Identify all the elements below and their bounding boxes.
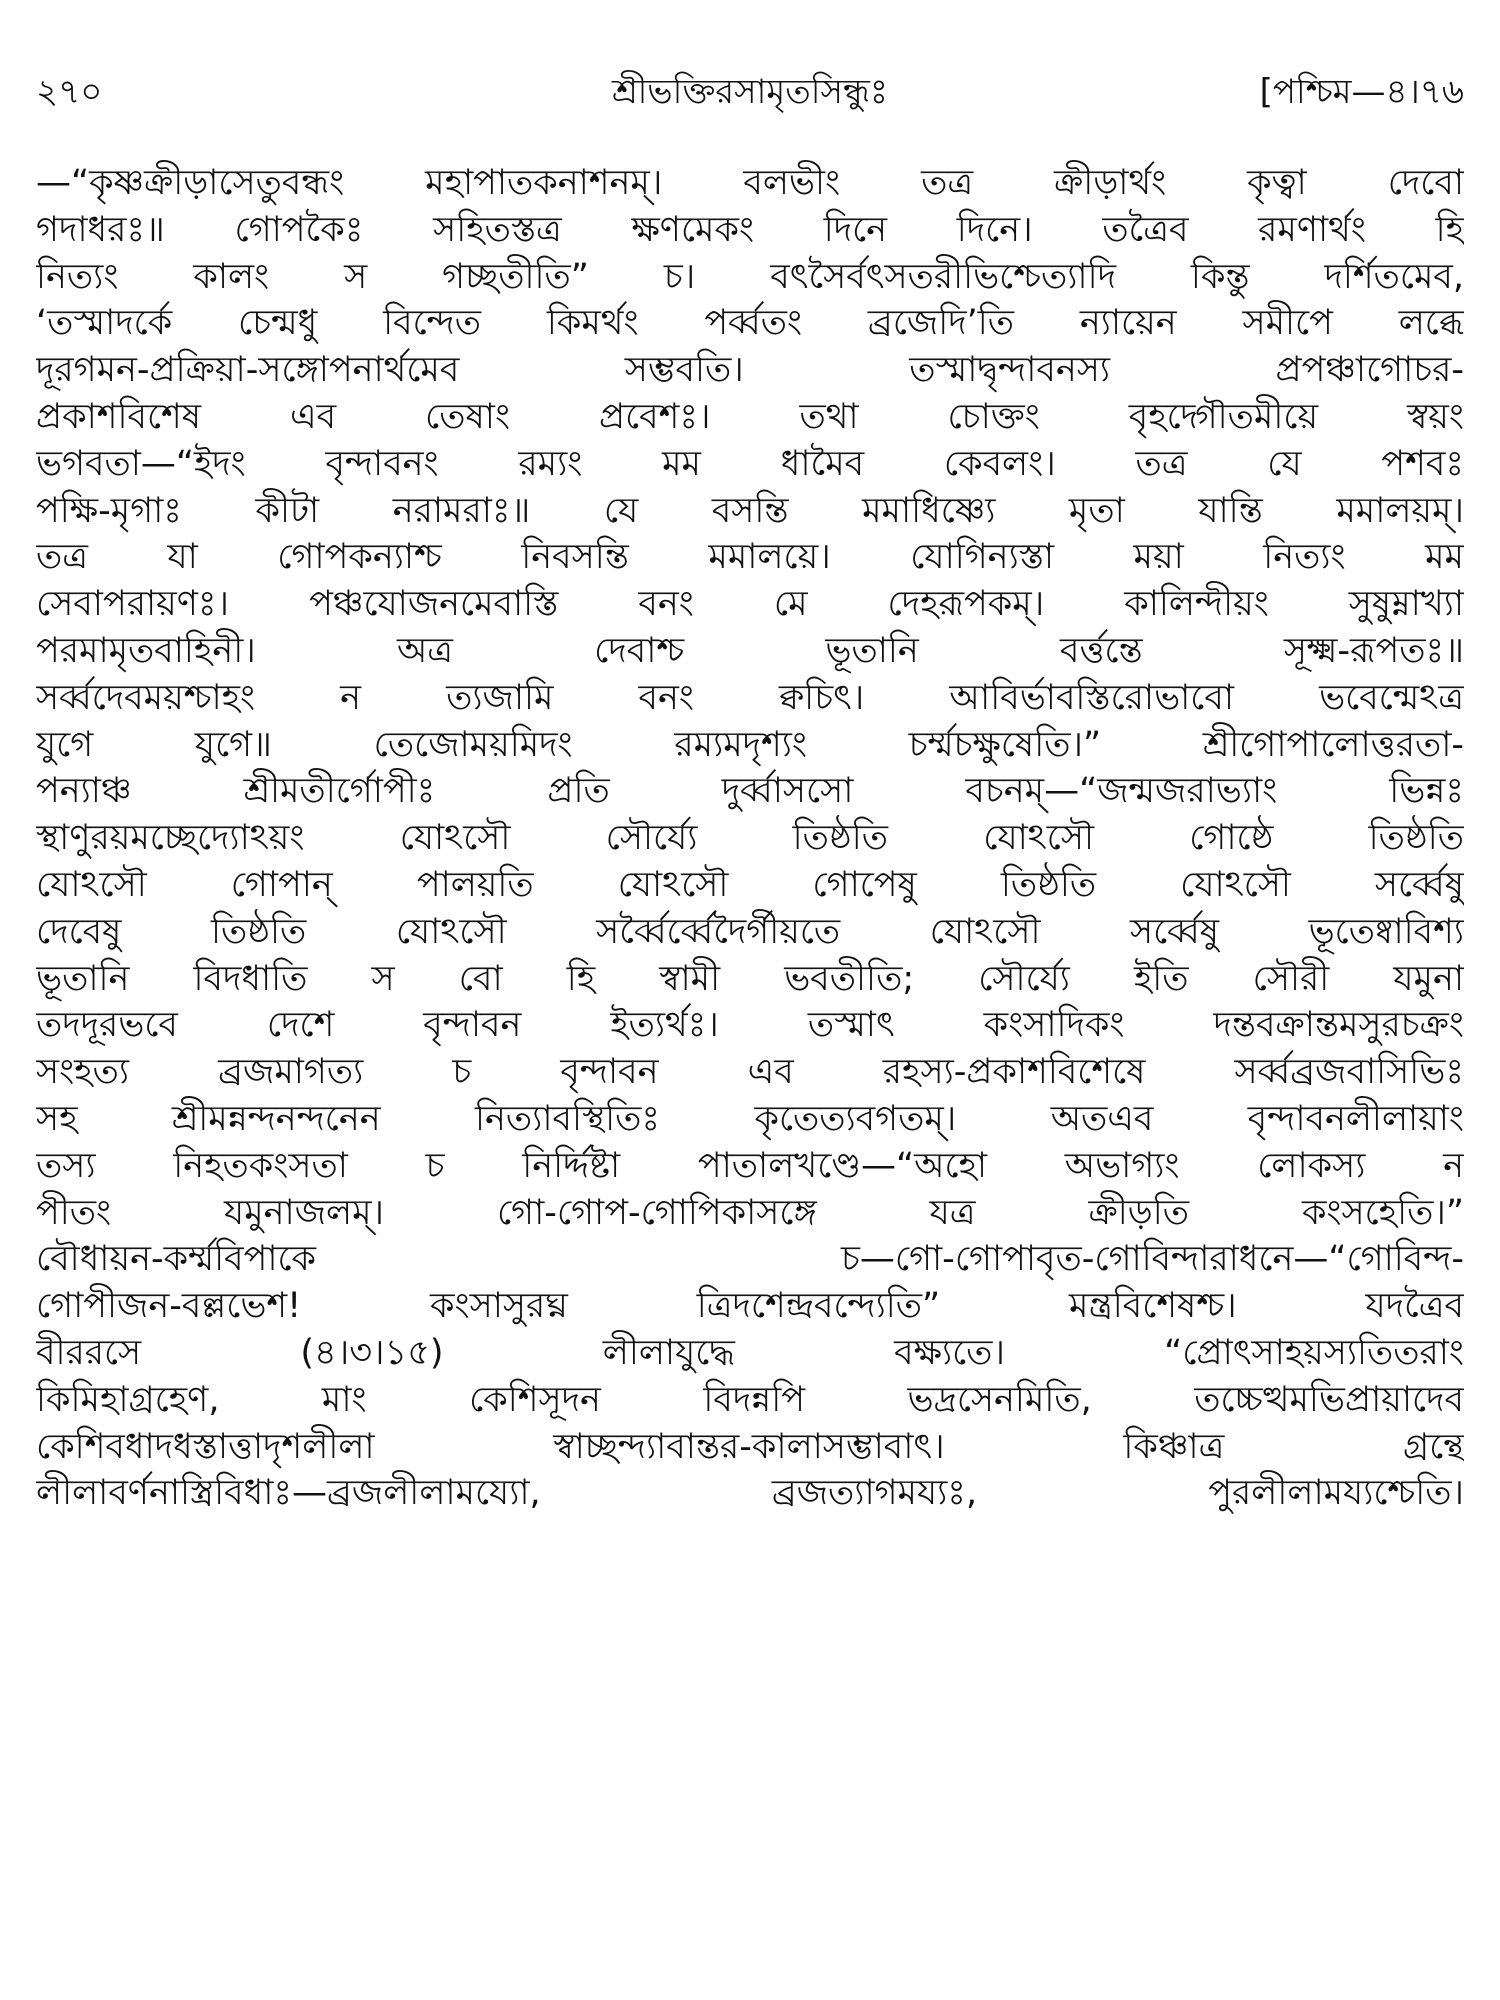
text-line: গোপীজন-বল্লভেশ! কংসাসুরঘ্ন ত্রিদশেন্দ্রবন্দ্যেতি” মন্ত্রবিশেষশ্চ। যদত্রৈব [36,1286,1464,1327]
text-line: বীররসে (৪।৩।১৫) লীলাযুদ্ধে বক্ষ্যতে। “প্রোৎসাহয়স্যতিতরাং [36,1332,1464,1373]
text-line: পক্ষি-মৃগাঃ কীটা নরামরাঃ॥ যে বসন্তি মমাধিষ্ণ্যে মৃতা যান্তি মমালয়ম্। [36,490,1464,531]
book-title: শ্রীভক্তিরসামৃতসিন্ধুঃ [611,72,889,112]
text-line: সর্ব্বদেবময়শ্চাহং ন ত্যজামি বনং ক্বচিৎ। আবির্ভাবস্তিরোভাবো ভবেন্মেঽত্র [36,677,1464,718]
text-line: বৌধায়ন-কর্ম্মবিপাকে চ—গো-গোপাবৃত-গোবিন্দারাধনে—“গোবিন্দ- [36,1239,1464,1280]
text-line: সংহত্য ব্রজমাগত্য চ বৃন্দাবন এব রহস্য-প্রকাশবিশেষে সর্ব্বব্রজবাসিভিঃ [36,1052,1464,1093]
section-reference: [পশ্চিম—৪।৭৬ [1259,72,1464,112]
text-line: তত্র যা গোপকন্যাশ্চ নিবসন্তি মমালয়ে। যোগিন্যস্তা ময়া নিত্যং মম [36,537,1464,578]
text-line: সহ শ্রীমন্নন্দনন্দনেন নিত্যাবস্থিতিঃ কৃতেত্যবগতম্। অতএব বৃন্দাবনলীলায়াং [36,1098,1464,1139]
text-line: কিমিহাগ্রহেণ, মাং কেশিসূদন বিদন্নপি ভদ্রসেনমিতি, তচ্চেত্থমভিপ্রায়াদেব [36,1379,1464,1420]
text-line: —“কৃষ্ণক্রীড়াসেতুবন্ধং মহাপাতকনাশনম্। বলভীং তত্র ক্রীড়ার্থং কৃত্বা দেবো [36,163,1464,203]
text-line: লীলাবর্ণনাস্ত্রিবিধাঃ—ব্রজলীলাময্যো, ব্রজত্যাগময্যঃ, পুরলীলাময্যশ্চেতি। [36,1473,1464,1514]
text-line: ‘তস্মাদর্কে চেন্মধু বিন্দেত কিমর্থং পর্ব্বতং ব্রজেদি’তি ন্যায়েন সমীপে লব্ধে [36,303,1464,344]
text-line: তস্য নিহতকংসতা চ নির্দ্দিষ্টা পাতালখণ্ডে—“অহো অভাগ্যং লোকস্য ন [36,1145,1464,1186]
text-line: পীতং যমুনাজলম্। গো-গোপ-গোপিকাসঙ্গে যত্র ক্রীড়তি কংসহেতি।” [36,1192,1464,1233]
text-line: গদাধরঃ॥ গোপকৈঃ সহিতস্তত্র ক্ষণমেকং দিনে দিনে। তত্রৈব রমণার্থং হি [36,209,1464,250]
text-line: স্থাণুরয়মচ্ছেদ্যোঽয়ং যোঽসৌ সৌর্য্যে তিষ্ঠতি যোঽসৌ গোষ্ঠে তিষ্ঠতি [36,818,1464,859]
text-line: ভূতানি বিদধাতি স বো হি স্বামী ভবতীতি; সৌর্য্যে ইতি সৌরী যমুনা [36,958,1464,999]
text-line: পন্যাঞ্চ শ্রীমতীর্গোপীঃ প্রতি দুর্ব্বাসসো বচনম্—“জন্মজরাভ্যাং ভিন্নঃ [36,771,1464,812]
page-number: ২৭০ [36,72,103,112]
text-line: দেবেষু তিষ্ঠতি যোঽসৌ সর্ব্বৈর্ব্বেদৈর্গীয়তে যোঽসৌ সর্ব্বেষু ভূতেষ্বাবিশ্য [36,911,1464,952]
text-line: তদদূরভবে দেশে বৃন্দাবন ইত্যর্থঃ। তস্মাৎ কংসাদিকং দন্তবক্রান্তমসুরচক্রং [36,1005,1464,1046]
text-line: দূরগমন-প্রক্রিয়া-সঙ্গোপনার্থমেব সম্ভবতি। তস্মাদ্বৃন্দাবনস্য প্রপঞ্চাগোচর- [36,350,1464,391]
page-header [36,62,1464,122]
text-line: যোঽসৌ গোপান্ পালয়তি যোঽসৌ গোপেষু তিষ্ঠতি যোঽসৌ সর্ব্বেষু [36,864,1464,905]
text-line: নিত্যং কালং স গচ্ছতীতি” চ। বৎসৈর্বৎসতরীভিশ্চেত্যাদি কিন্তু দর্শিতমেব, [36,256,1464,297]
text-line: সেবাপরায়ণঃ। পঞ্চযোজনমেবাস্তি বনং মে দেহরূপকম্। কালিন্দীয়ং সুষুম্নাখ্যা [36,584,1464,625]
text-line: ভগবতা—“ইদং বৃন্দাবনং রম্যং মম ধামৈব কেবলং। তত্র যে পশবঃ [36,443,1464,484]
text-line: কেশিবধাদধস্তাত্তাদৃশলীলা স্বাচ্ছন্দ্যাবান্তর-কালাসম্ভাবাৎ। কিঞ্চাত্র গ্রন্থে [36,1426,1464,1467]
text-line: পরমামৃতবাহিনী। অত্র দেবাশ্চ ভূতানি বর্ত্তন্তে সূক্ষ্ম-রূপতঃ॥ [36,630,1464,671]
text-line: প্রকাশবিশেষ এব তেষাং প্রবেশঃ। তথা চোক্তং বৃহদ্গৌতমীয়ে স্বয়ং [36,396,1464,437]
body-text [36,160,1464,1960]
text-line: যুগে যুগে॥ তেজোময়মিদং রম্যমদৃশ্যং চর্ম্মচক্ষুষেতি।” শ্রীগোপালোত্তরতা- [36,724,1464,765]
